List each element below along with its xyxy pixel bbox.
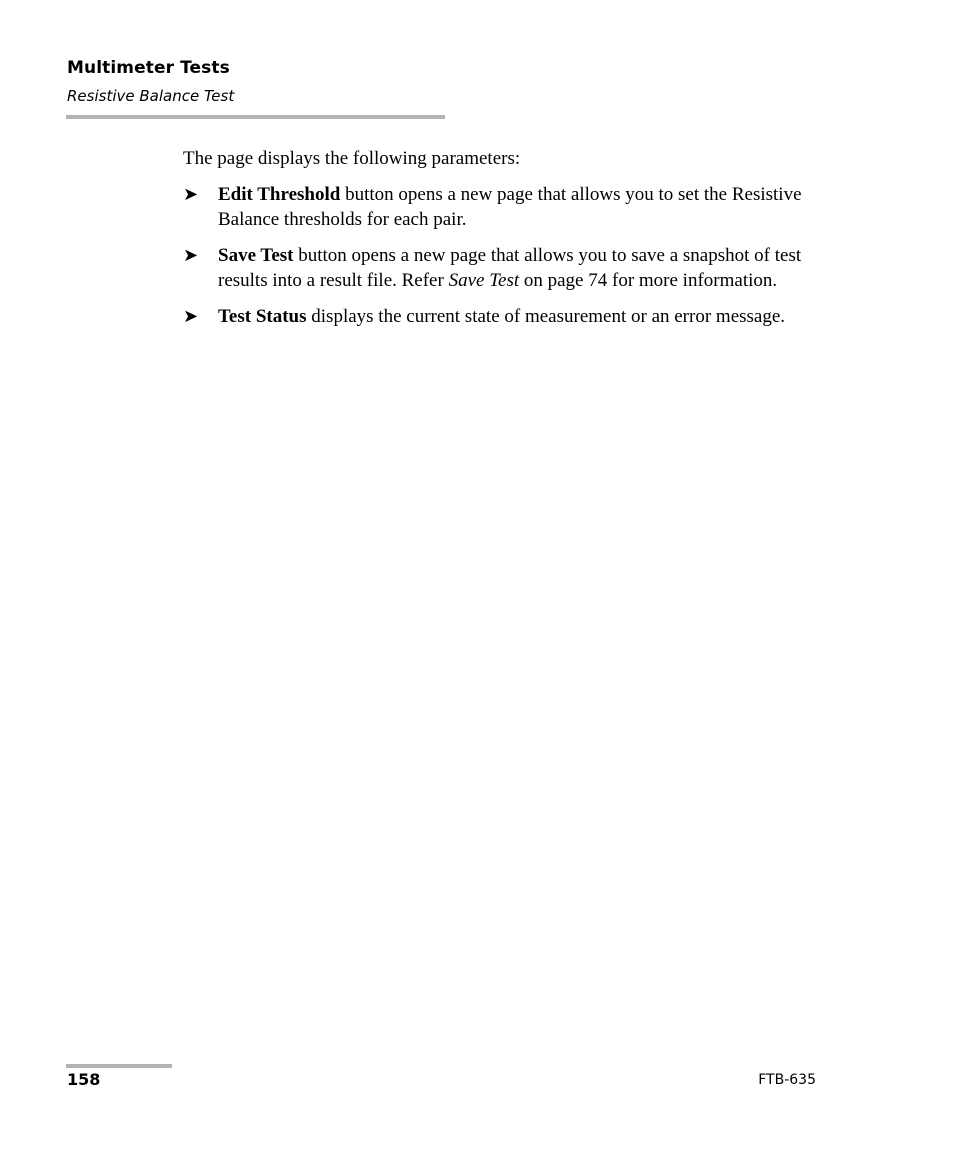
list-item-term: Edit Threshold [218, 184, 341, 205]
list-item [183, 243, 823, 293]
arrow-bullet-icon: ➤ [183, 245, 199, 266]
list-item [183, 182, 823, 232]
page-header [67, 57, 445, 106]
list-item-term: Save Test [218, 245, 294, 266]
product-name: FTB-635 [758, 1072, 816, 1088]
list-item-term: Test Status [218, 306, 307, 327]
cross-reference-link[interactable]: Save Test [448, 270, 520, 291]
footer-divider [66, 1064, 172, 1068]
parameter-list [183, 182, 823, 329]
header-divider [66, 115, 445, 119]
page-number: 158 [67, 1070, 101, 1089]
list-item-text: button opens a new page that allows you to set the Resistive Balance thresholds for each pair. [218, 184, 802, 230]
body-content [183, 146, 823, 340]
section-title: Multimeter Tests [67, 58, 230, 78]
intro-paragraph: The page displays the following parameters: [183, 148, 521, 169]
section-subtitle: Resistive Balance Test [67, 87, 235, 105]
list-item [183, 304, 823, 329]
arrow-bullet-icon: ➤ [183, 184, 199, 205]
list-item-text: on page 74 for more information. [519, 270, 778, 291]
arrow-bullet-icon: ➤ [183, 306, 199, 327]
list-item-text: button opens a new page that allows you to save a snapshot of test results into a result file. Refer [218, 245, 802, 291]
list-item-text: displays the current state of measurement or an error message. [306, 306, 786, 327]
